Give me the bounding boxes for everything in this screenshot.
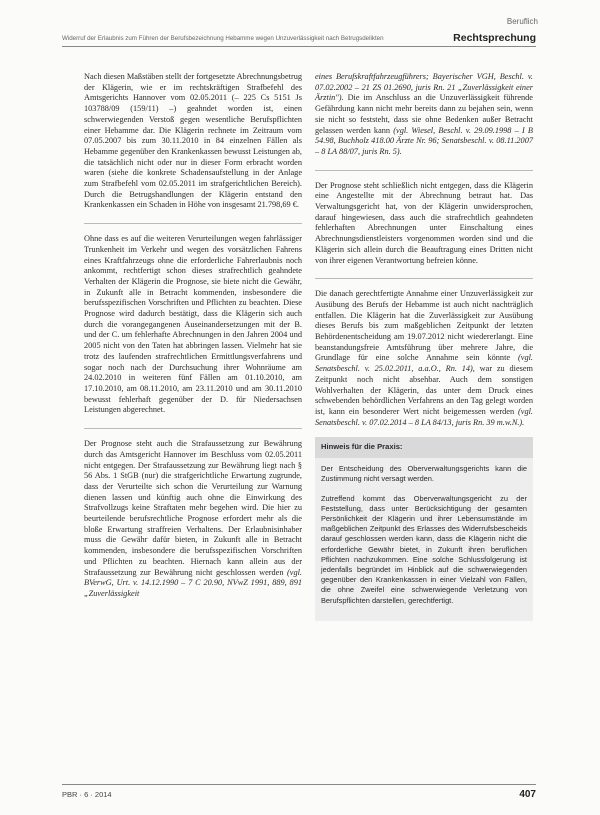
divider [315, 170, 533, 171]
paragraph: Ohne dass es auf die weiteren Verurteilungen wegen fahrlässiger Trunkenheit im Verkehr und wegen des vorsätzlichen Fahrens eines Kraftfahrzeugs ohne die erforderliche Fahrerlaubnis noch ankommt, rechtfertigt schon dieses strafrechtlich geahndete Verhalten der Klägerin die Prognose, sie biete nicht die Gewähr, in Zukunft alle in Betracht kommenden, insbesondere die berufsspezifischen Vorschriften und Pflichten zu beachten. Diese Prognose wird dadurch bestätigt, dass die Klägerin sich auch durch die vorangegangenen Auseinandersetzungen mit der B. und der C. um fehlerhafte Abrechnungen in den Jahren 2004 und 2005 nicht von den Taten hat abbringen lassen. Vielmehr hat sie trotz des laufenden strafrechtlichen Ermittlungsverfahrens und sogar noch nach der Durchsuchung ihrer Wohnräume am 24.02.2010 in weiteren fünf Fällen am 01.10.2010, am 17.10.2010, am 08.11.2010, am 23.11.2010 und am 30.11.2010 bewusst fehlerhaft gegenüber der D. für Niedersachsen Leistungen abgerechnet. [84, 234, 302, 415]
journal-issue: PBR · 6 · 2014 [62, 790, 112, 799]
running-head: Widerruf der Erlaubnis zum Führen der Berufsbezeichnung Hebamme wegen Unzuverlässigkeit nach Betrugsdelikten [62, 35, 384, 42]
practice-paragraph: Der Entscheidung des Oberverwaltungsgerichts kann die Zustimmung nicht versagt werden. [321, 464, 527, 484]
paragraph [315, 72, 533, 158]
page-header [62, 28, 536, 47]
right-column [315, 72, 533, 621]
practice-paragraph: Zutreffend kommt das Oberverwaltungsgericht zu der Feststellung, dass unter Berücksichtigung der gesamten Persönlichkeit der Klägerin und ihrer Lebensumstände im maßgeblichen Zeitpunkt des Erlasses des Widerrufsbescheids darauf geschlossen werden kann, dass die Klägerin nicht die erforderliche Gewähr bietet, in Zukunft ihren beruflichen Pflichten nachzukommen. Eine solche Schlussfolgerung ist jedenfalls begründet im Hinblick auf die schwerwiegenden gegenüber den Krankenkassen in einer Vielzahl von Fällen, die ohne Zweifel eine schwerwiegende Verletzung von Berufspflichten darstellen, gerechtfertigt. [321, 493, 527, 605]
practice-box [315, 458, 533, 621]
citation: (vgl. Senatsbeschl. v. 25.02.2011, a.a.O., Rn. 14), [315, 353, 533, 374]
section-title: Rechtsprechung [453, 32, 536, 44]
section-label: Beruflich [506, 17, 538, 26]
paragraph [84, 439, 302, 600]
practice-box-title: Hinweis für die Praxis: [315, 437, 533, 458]
paragraph-text: war zu diesem Zeitpunkt noch nicht absehbar. Auch dem sonstigen Wohlverhalten der Klägerin, das unter dem Druck eines schwebenden behördlichen Verfahrens an den Tag gelegt worden ist, kann ein besonderer Wert nicht beigemessen werden [315, 364, 533, 416]
citation: (vgl. BVerwG, Urt. v. 14.12.1990 – 7 C 20.90, NVwZ 1991, 889, 891 „Zuverlässigkeit [84, 567, 302, 598]
divider [84, 223, 302, 224]
paragraph-text: Der Prognose steht auch die Strafaussetzung zur Bewährung durch das Amtsgericht Hannover im Beschluss vom 02.05.2011 nicht entgegen. Der Strafaussetzung zur Bewährung liegt nach § 56 Abs. 1 StGB (nur) die strafgerichtliche Erwartung zugrunde, dass der Verurteilte sich schon die Verurteilung zur Warnung dienen lassen und künftig auch ohne die Einwirkung des Strafvollzugs keine Straftaten mehr begehen wird. Die hier zu beurteilende berufsrechtliche Prognose erfordert mehr als die bloße Erwartung straffreien Verhaltens. Der Erlaubnisinhaber muss die Gewähr dafür bieten, in Zukunft alle in Betracht kommenden, insbesondere die berufsspezifischen Vorschriften und Pflichten zu beachten. Hiernach kann allein aus der Strafaussetzung zur Bewährung nicht geschlossen werden [84, 439, 302, 577]
page-footer [62, 784, 536, 800]
page-number: 407 [519, 789, 536, 800]
paragraph-text: Die im Anschluss an die Unzuverlässigkeit führende Gefährdung kann nicht mehr bereits dann zu bejahen sein, wenn sie nicht so feststeht, dass sie ohne Bedenken außer Betracht gelassen werden kann [315, 93, 533, 135]
left-column [84, 72, 302, 609]
citation: (vgl. Senatsbeschl. v. 07.02.2014 – 8 LA 84/13, juris Rn. 39 m.w.N.). [315, 406, 534, 427]
citation: eines Berufskraftfahrzeugführers; Bayerischer VGH, Beschl. v. 07.02.2002 – 21 ZS 01.2690, juris Rn. 21 „Zuverlässigkeit einer Ärztin"). [315, 72, 533, 103]
paragraph [315, 289, 533, 428]
paragraph: Nach diesen Maßstäben stellt der fortgesetzte Abrechnungsbetrug der Klägerin, wie er im rechtskräftigen Strafbefehl des Amtsgerichts Hannover vom 02.05.2011 (– 225 Cs 5151 Js 103788/09 (159/11) –) geahndet worden ist, einen schwerwiegenden Verstoß gegen wesentliche Berufspflichten einer Hebamme dar. Die Klägerin rechnete im Zeitraum vom 07.05.2007 bis zum 30.11.2010 in 84 einzelnen Fällen als Hebamme gegenüber den Krankenkassen bewusst Leistungen ab, die tatsächlich nicht oder nur in dieser Form erbracht worden waren (siehe die konkrete Schadensaufstellung in der Anlage zum Strafbefehl vom 02.05.2011 im strafgerichtlichen Bereich). Durch die Betrugshandlungen der Klägerin entstand den Krankenkassen ein Schaden in Höhe von insgesamt 21.798,69 €. [84, 72, 302, 210]
paragraph-text: Die danach gerechtfertigte Annahme einer Unzuverlässigkeit zur Ausübung des Berufs der Hebamme ist auch nicht nachträglich entfallen. Die Klägerin hat die Zuverlässigkeit zur Ausübung dieses Berufs bis zum maßgeblichen Zeitpunkt der letzten Behördenentscheidung am 19.07.2012 nicht wiedererlangt. Eine beanstandungsfreie Amtsführung über mehrere Jahre, die Grundlage für eine solche Annahme sein könnte [315, 289, 533, 363]
paragraph: Der Prognose steht schließlich nicht entgegen, dass die Klägerin eine Angestellte mit der Abrechnung betraut hat. Das Verwaltungsgericht hat, von der Klägerin unwidersprochen, darauf hingewiesen, dass auch die strafrechtlich geahndeten fehlerhaften Abrechnungen unter Einschaltung eines Abrechnungsdienstleisters vorgenommen worden sind und die Klägerin sich allein durch die Beauftragung eines Dritten nicht von ihrer eigenen Verantwortung befreien könne. [315, 180, 533, 265]
divider [315, 278, 533, 279]
citation: (vgl. Wiesel, Beschl. v. 29.09.1998 – I B 54.98, Buchholz 418.00 Ärzte Nr. 96; Senatsbeschl. v. 08.11.2007 – 8 LA 88/07, juris Rn. 5). [315, 125, 534, 156]
divider [84, 428, 302, 429]
